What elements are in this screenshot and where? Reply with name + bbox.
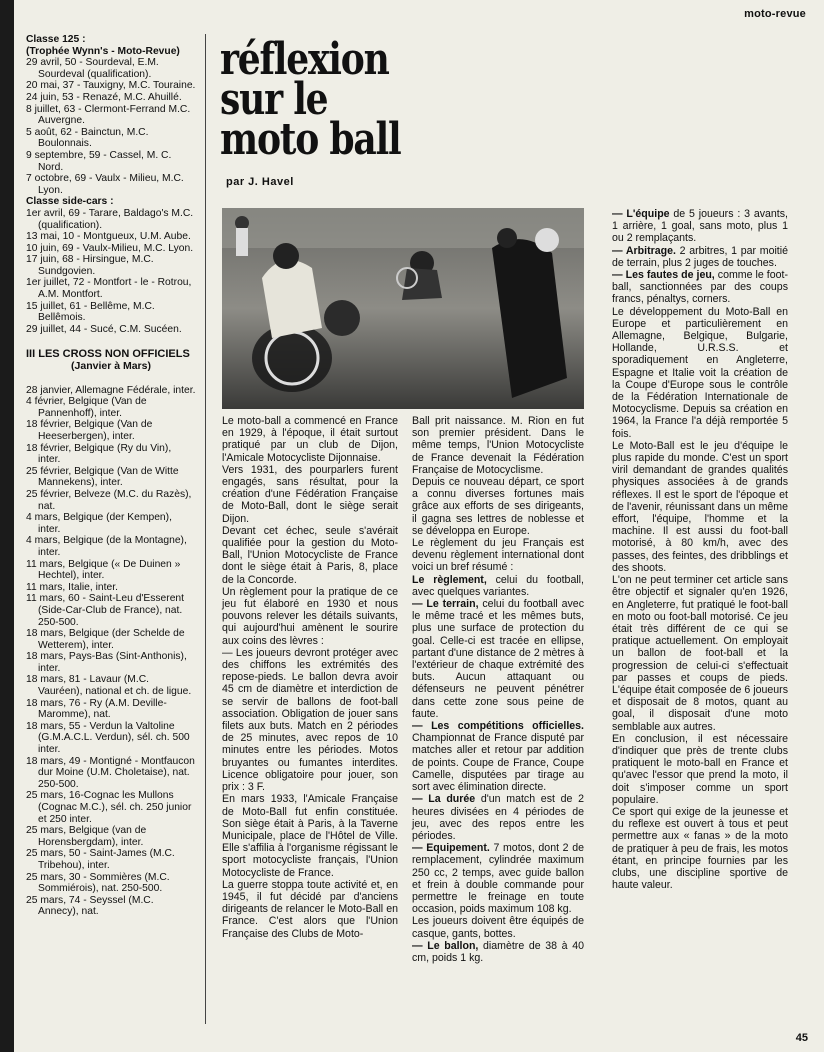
article-column-2: [412, 415, 584, 964]
calendar-entry: 8 juillet, 63 - Clermont-Ferrand M.C. Auvergne.: [26, 103, 191, 127]
cross-entry: 18 mars, 49 - Montigné - Montfaucon dur Moine (U.M. Choletaise), nat. 250-500.: [26, 755, 195, 790]
article-paragraph: [412, 720, 584, 793]
title-line: réflexion: [220, 34, 389, 85]
article-paragraph: [412, 574, 584, 598]
paragraph-text: celui du football, avec quelques variantes.: [412, 573, 584, 598]
cross-entry: 25 février, Belveze (M.C. du Razès), nat.: [26, 488, 192, 512]
calendar-entry: 29 avril, 50 - Sourdeval, E.M. Sourdeval (qualification).: [26, 57, 159, 80]
article-paragraph: [612, 574, 788, 733]
article-paragraph: [612, 208, 788, 245]
paragraph-text: diamètre de 38 à 40 cm, poids 1 kg.: [412, 939, 584, 964]
cross-entry: 4 février, Belgique (Van de Pannenhoff), inter.: [26, 396, 147, 419]
cross-entry: 25 février, Belgique (Van de Witte Mannekens), inter.: [26, 465, 179, 489]
article-paragraph: Le moto-ball a commencé en France en 1929, à l'époque, il était surtout pratiqué par un club de Dijon, l'Amicale Motocycliste Dijonnaise.: [222, 415, 398, 464]
calendar-entry: 10 juin, 69 - Vaulx-Milieu, M.C. Lyon.: [26, 242, 194, 254]
paragraph-text: Ball prit naissance. M. Rion en fut son premier président. Dans le même temps, l'Union Motocycliste de France devenait la Fédération Française de Motocyclisme.: [412, 415, 584, 476]
article-paragraph: Vers 1931, des pourparlers furent engagés, sans résultat, pour la création d'une Fédération Française de Moto-Ball, dont le siège serait Dijon.: [222, 463, 398, 525]
section-title: III LES CROSS NON OFFICIELS: [26, 348, 190, 361]
article-column-3: [612, 208, 788, 891]
paragraph-text: L'on ne peut terminer cet article sans être objectif et signaler qu'en 1926, en Angleterre, fut pratiqué le foot-ball en moto ou foot-ball motorisé. Ce jeu était très différent de ce qui se pratique actuellement. On employait un ballon de foot-ball et la progression de celui-ci s'effectuait par passes et coups de pieds. L'équipe était composée de 6 joueurs et disposait de 8 motos, quant au goal, il disposait d'une moto semblable aux autres.: [612, 574, 788, 733]
cross-entry: 25 mars, 50 - Saint-James (M.C. Tribehou), inter.: [26, 848, 175, 871]
article-paragraph: Un règlement pour la pratique de ce jeu fut élaboré en 1930 et nous pouvons relever les détails suivants, qui aujourd'hui amènent le sourire aux coins des lèvres :: [222, 585, 398, 647]
cross-entry: 18 février, Belgique (Van de Heeserbergen), inter.: [26, 419, 153, 442]
paragraph-text: Ce sport qui exige de la jeunesse et du reflexe est ouvert à tous et peut permettre aux « fanas » de la moto de pratiquer à peu de frais, les motos étant, en principe fournies par les clubs, une discipline sportive de haute valeur.: [612, 805, 788, 892]
page-edge: [0, 0, 14, 1052]
cross-entry: 11 mars, Belgique (« De Duinen » Hechtel), inter.: [26, 558, 181, 582]
cross-entry: 18 mars, 81 - Lavaur (M.C. Vauréen), national et ch. de ligue.: [26, 674, 192, 698]
cross-entries: [26, 385, 196, 918]
cross-entry: 4 mars, Belgique (de la Montagne), inter.: [26, 535, 187, 558]
article-paragraph: La guerre stoppa toute activité et, en 1945, il fut décidé par d'anciens dirigeants de relancer le Moto-Ball en France. C'est alors que l'Union Française des Clubs de Moto-: [222, 878, 398, 940]
paragraph-text: celui du football avec le même tracé et les mêmes buts, plus une surface de protection du goal. Celle-ci est tracée en ellipse, partant d'une distance de 2 mètres à l'extérieur de chaque extrémité des buts. Aucun attaquant ou défenseurs ne peuvent pénétrer dans cette zone sous peine de faute.: [412, 598, 584, 720]
paragraph-lead: — Le ballon,: [412, 939, 479, 952]
paragraph-lead: — La durée: [412, 793, 476, 806]
paragraph-text: Le développement du Moto-Ball en Europe et particulièrement en Allemagne, Belgique, Bulgarie, Hollande, U.R.S.S. et sporadiquement en Angleterre, Espagne et Italie voit la création de la Coupe d'Europe sous le contrôle de la Fédération Internationale de Motocyclisme. Depuis sa création en 1964, la France l'a déjà remportée 5 fois.: [612, 305, 788, 440]
calendar-entry: 1er juillet, 72 - Montfort - le - Rotrou, A.M. Montfort.: [26, 277, 192, 301]
calendar-entry: 1er avril, 69 - Tarare, Baldago's M.C. (qualification).: [26, 207, 194, 231]
article-title: [220, 34, 401, 165]
column-divider: [205, 34, 206, 1024]
paragraph-lead: — Les compétitions officielles.: [412, 720, 584, 733]
cross-entry: 25 mars, 74 - Seyssel (M.C. Annecy), nat.: [26, 894, 154, 918]
paragraph-lead: — Arbitrage.: [612, 244, 676, 257]
cross-entry: 25 mars, 30 - Sommières (M.C. Sommiérois), nat. 250-500.: [26, 871, 170, 895]
calendar-entry: 9 septembre, 59 - Cassel, M. C. Nord.: [26, 149, 172, 173]
cross-entry: 18 mars, Pays-Bas (Sint-Anthonis), inter.: [26, 651, 187, 674]
article-paragraph: [412, 598, 584, 720]
paragraph-text: Le Moto-Ball est le jeu d'équipe le plus rapide du monde. C'est un sport viril demandant de grandes qualités physiques associées à de grands réflexes. Il est le sport de l'époque et de l'avenir, réunissant dans un même effort, l'équipe, l'homme et la machine. Il est aussi du foot-ball motorisé, à 80 km/h, avec des passes, des feintes, des dribblings et des shoots.: [612, 439, 788, 574]
paragraph-text: Les joueurs doivent être équipés de casque, gants, bottes.: [412, 915, 584, 940]
calendar-entries: [26, 34, 196, 335]
moto-ball-photo: [222, 208, 584, 409]
cross-entry: 18 mars, 76 - Ry (A.M. Deville-Maromme), nat.: [26, 697, 167, 721]
paragraph-lead: — Les fautes de jeu,: [612, 269, 715, 282]
article-paragraph: [612, 733, 788, 806]
article-paragraph: [612, 269, 788, 306]
paragraph-lead: — Le terrain,: [412, 598, 479, 611]
article-paragraph: [412, 537, 584, 574]
calendar-entry: 15 juillet, 61 - Bellême, M.C. Bellêmois.: [26, 300, 155, 324]
article-paragraph: [612, 245, 788, 269]
paragraph-text: Depuis ce nouveau départ, ce sport a connu diverses fortunes mais grâce aux efforts de ses dirigeants, il gagna ses lettres de noblesse et se développa en Europe.: [412, 476, 584, 537]
section-subtitle: (Janvier à Mars): [71, 360, 151, 373]
cross-entry: 18 février, Belgique (Ry du Vin), inter.: [26, 442, 172, 466]
paragraph-text: 2 arbitres, 1 par moitié de terrain, plus 2 juges de touches.: [612, 244, 788, 269]
article-paragraph: [612, 806, 788, 891]
paragraph-text: de 5 joueurs : 3 avants, 1 arrière, 1 goal, sans moto, plus 1 ou 2 remplaçants.: [612, 208, 788, 245]
cross-entry: 28 janvier, Allemagne Fédérale, inter.: [26, 384, 196, 396]
article-paragraph: Devant cet échec, seule s'avérait qualifiée pour la gestion du Moto-Ball, l'Union Motocycliste de France dont le siège était à Paris, 8, place de la Concorde.: [222, 524, 398, 586]
article-paragraph: [412, 415, 584, 476]
calendar-entry: 7 octobre, 69 - Vaulx - Milieu, M.C. Lyon.: [26, 173, 184, 196]
article-column-1: [222, 415, 398, 940]
paragraph-text: En conclusion, il est nécessaire d'indiquer que près de trente clubs pratiquent le moto-ball en France et qu'avec l'essor que prend la moto, il doit s'imposer comme un sport populaire.: [612, 732, 788, 806]
paragraph-lead: — L'équipe: [612, 208, 670, 220]
calendar-entry: 13 mai, 10 - Montgueux, U.M. Aube.: [26, 231, 191, 243]
calendar-entry: 24 juin, 53 - Renazé, M.C. Ahuillé.: [26, 91, 182, 103]
calendar-heading: Classe side-cars :: [26, 196, 114, 208]
calendar-entry: 20 mai, 37 - Tauxigny, M.C. Touraine.: [26, 80, 196, 92]
cross-entry: 25 mars, Belgique (van de Horensbergdam), inter.: [26, 825, 147, 848]
calendar-heading: (Trophée Wynn's - Moto-Revue): [26, 45, 180, 57]
magazine-header: moto-revue: [744, 8, 806, 20]
paragraph-lead: Le règlement,: [412, 573, 487, 586]
article-paragraph: [612, 440, 788, 574]
article-paragraph: [412, 940, 584, 964]
byline: par J. Havel: [226, 176, 294, 188]
paragraph-text: comme le foot-ball, sanctionnées par des coups francs, pénaltys, corners.: [612, 269, 788, 306]
cross-entry: 11 mars, Italie, inter.: [26, 581, 118, 593]
article-paragraph: [412, 793, 584, 842]
calendar-entry: 5 août, 62 - Bainctun, M.C. Boulonnais.: [26, 126, 149, 150]
cross-entry: 4 mars, Belgique (der Kempen), inter.: [26, 512, 172, 535]
article-paragraph: — Les joueurs devront protéger avec des chiffons les extrémités des repose-pieds. Le ballon devra avoir 45 cm de diamètre et interdiction de se servir de ballons de foot-ball association. Obligation de jouer sans filets aux buts. Match en 2 périodes de 25 minutes, avec repos de 10 minutes entre les périodes. Motos bruyantes ou fumantes interdites. Licence obligatoire pour jouer, son prix : 3 F.: [222, 646, 398, 794]
article-paragraph: [412, 915, 584, 939]
title-line: sur le: [220, 74, 328, 125]
article-paragraph: En mars 1933, l'Amicale Française de Moto-Ball fut enfin constituée. Son siège était à Paris, à la Taverne Municipale, place de l'Hôtel de Ville. Elle s'affilia à l'organisme régissant le sport motocycliste français, l'Union Motocycliste de France.: [222, 793, 398, 879]
paragraph-text: 7 motos, dont 2 de remplacement, cylindrée maximum 250 cc, 2 temps, avec guide ballon et frein à double commande pour permettre le freinage en toute occasion, poids maximum 108 kg.: [412, 842, 584, 916]
cross-entry: 18 mars, Belgique (der Schelde de Wetterem), inter.: [26, 628, 185, 651]
cross-entry: 11 mars, 60 - Saint-Leu d'Esserent (Side-Car-Club de France), nat. 250-500.: [26, 593, 185, 628]
paragraph-text: Championnat de France disputé par matches aller et retour par addition de points. Coupe de France, Coupe Camelle, disputées par tirage au sort avec élimination directe.: [412, 732, 584, 794]
paragraph-text: Le règlement du jeu Français est devenu règlement international dont voici un bref résumé :: [412, 537, 584, 574]
calendar-entry: 17 juin, 68 - Hirsingue, M.C. Sundgovien.: [26, 254, 154, 277]
paragraph-text: d'un match est de 2 heures divisées en 4 périodes de jeu, avec des repos entre les périodes.: [412, 793, 584, 842]
paragraph-lead: — Equipement.: [412, 842, 490, 855]
calendar-column: [26, 34, 196, 918]
calendar-heading: Classe 125 :: [26, 34, 86, 45]
cross-entry: 25 mars, 16-Cognac les Mullons (Cognac M.C.), sél. ch. 250 junior et 250 inter.: [26, 790, 192, 825]
article-paragraph: [612, 306, 788, 440]
title-line: moto ball: [220, 114, 401, 165]
page-number: 45: [795, 1032, 808, 1044]
calendar-entry: 29 juillet, 44 - Sucé, C.M. Sucéen.: [26, 323, 182, 335]
cross-entry: 18 mars, 55 - Verdun la Valtoline (G.M.A.C.L. Verdun), sél. ch. 500 inter.: [26, 720, 190, 756]
article-paragraph: [412, 476, 584, 537]
article-paragraph: [412, 842, 584, 915]
